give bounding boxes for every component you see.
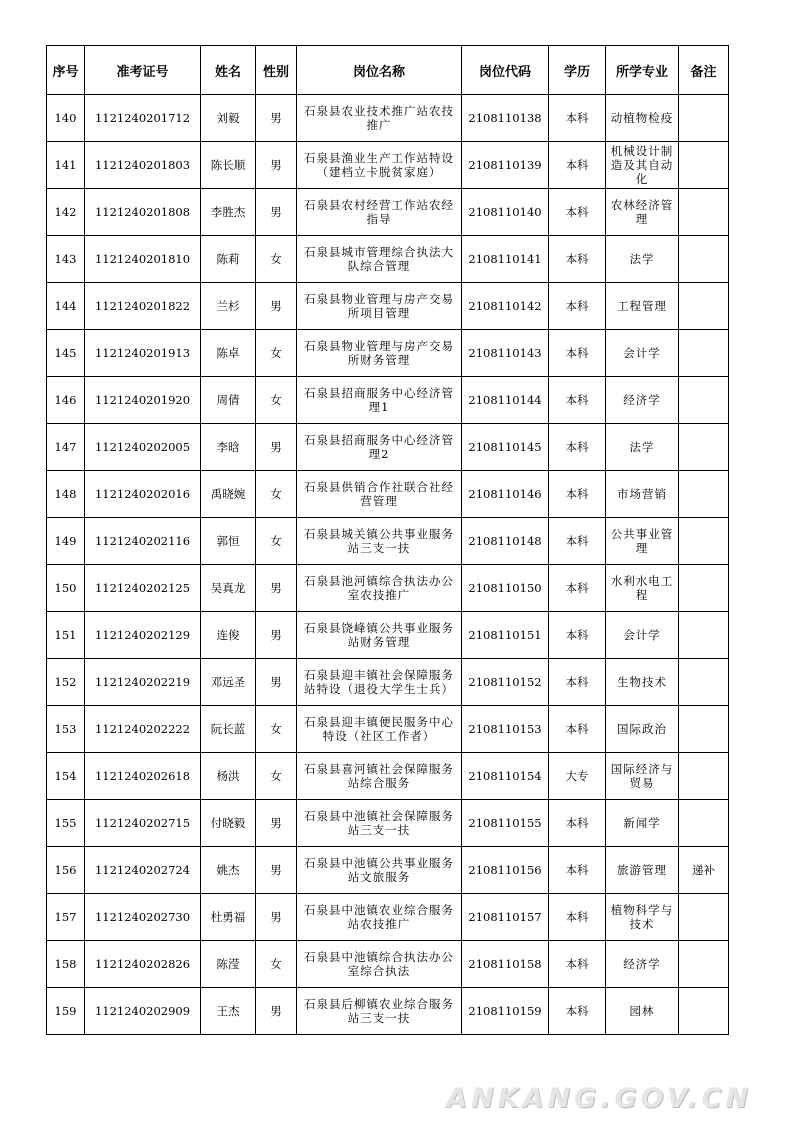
cell-major: 旅游管理 — [606, 847, 679, 894]
cell-name: 付晓毅 — [201, 800, 256, 847]
header-position-name: 岗位名称 — [297, 46, 462, 95]
cell-education: 本科 — [549, 518, 606, 565]
cell-gender: 男 — [256, 95, 297, 142]
cell-major: 经济学 — [606, 941, 679, 988]
cell-major: 公共事业管理 — [606, 518, 679, 565]
cell-ticket-number: 1121240202219 — [85, 659, 201, 706]
cell-education: 本科 — [549, 612, 606, 659]
cell-gender: 女 — [256, 753, 297, 800]
cell-ticket-number: 1121240202715 — [85, 800, 201, 847]
cell-major: 动植物检疫 — [606, 95, 679, 142]
cell-index: 149 — [47, 518, 85, 565]
cell-name: 姚杰 — [201, 847, 256, 894]
cell-name: 阮长蓝 — [201, 706, 256, 753]
cell-position-code: 2108110148 — [462, 518, 549, 565]
table-row — [47, 659, 729, 706]
cell-position-name: 石泉县城关镇公共事业服务站三支一扶 — [297, 518, 462, 565]
cell-gender: 男 — [256, 894, 297, 941]
cell-education: 大专 — [549, 753, 606, 800]
cell-gender: 男 — [256, 189, 297, 236]
cell-index: 156 — [47, 847, 85, 894]
cell-index: 141 — [47, 142, 85, 189]
cell-remarks — [679, 424, 729, 471]
cell-index: 157 — [47, 894, 85, 941]
cell-major: 法学 — [606, 424, 679, 471]
cell-remarks — [679, 988, 729, 1035]
cell-gender: 女 — [256, 941, 297, 988]
cell-ticket-number: 1121240202724 — [85, 847, 201, 894]
cell-index: 142 — [47, 189, 85, 236]
table-row — [47, 706, 729, 753]
cell-ticket-number: 1121240201803 — [85, 142, 201, 189]
table-row — [47, 236, 729, 283]
cell-ticket-number: 1121240201913 — [85, 330, 201, 377]
cell-major: 新闻学 — [606, 800, 679, 847]
cell-major: 机械设计制造及其自动化 — [606, 142, 679, 189]
cell-remarks — [679, 377, 729, 424]
cell-remarks — [679, 894, 729, 941]
cell-index: 155 — [47, 800, 85, 847]
cell-position-code: 2108110153 — [462, 706, 549, 753]
cell-index: 145 — [47, 330, 85, 377]
cell-position-name: 石泉县迎丰镇社会保障服务站特设（退役大学生士兵） — [297, 659, 462, 706]
cell-gender: 男 — [256, 659, 297, 706]
cell-position-code: 2108110139 — [462, 142, 549, 189]
cell-remarks — [679, 283, 729, 330]
cell-education: 本科 — [549, 800, 606, 847]
cell-position-name: 石泉县物业管理与房产交易所项目管理 — [297, 283, 462, 330]
cell-remarks — [679, 189, 729, 236]
cell-ticket-number: 1121240202222 — [85, 706, 201, 753]
cell-index: 159 — [47, 988, 85, 1035]
header-remarks: 备注 — [679, 46, 729, 95]
cell-gender: 女 — [256, 471, 297, 518]
cell-gender: 男 — [256, 565, 297, 612]
cell-remarks — [679, 659, 729, 706]
cell-gender: 男 — [256, 612, 297, 659]
cell-gender: 男 — [256, 847, 297, 894]
cell-education: 本科 — [549, 847, 606, 894]
cell-ticket-number: 1121240201712 — [85, 95, 201, 142]
cell-remarks — [679, 471, 729, 518]
cell-gender: 女 — [256, 377, 297, 424]
cell-ticket-number: 1121240201920 — [85, 377, 201, 424]
cell-index: 150 — [47, 565, 85, 612]
cell-position-code: 2108110158 — [462, 941, 549, 988]
cell-index: 148 — [47, 471, 85, 518]
table-row — [47, 612, 729, 659]
cell-name: 兰杉 — [201, 283, 256, 330]
cell-name: 吴真龙 — [201, 565, 256, 612]
cell-remarks — [679, 753, 729, 800]
cell-position-name: 石泉县招商服务中心经济管理1 — [297, 377, 462, 424]
cell-position-name: 石泉县农业技术推广站农技推广 — [297, 95, 462, 142]
cell-ticket-number: 1121240202016 — [85, 471, 201, 518]
cell-remarks — [679, 941, 729, 988]
site-watermark: ANKANG.GOV.CN — [446, 1083, 752, 1114]
cell-education: 本科 — [549, 95, 606, 142]
cell-position-name: 石泉县中池镇综合执法办公室综合执法 — [297, 941, 462, 988]
applicant-table — [46, 45, 729, 1035]
cell-name: 李胜杰 — [201, 189, 256, 236]
cell-education: 本科 — [549, 424, 606, 471]
cell-remarks — [679, 236, 729, 283]
cell-name: 杜勇福 — [201, 894, 256, 941]
cell-major: 会计学 — [606, 330, 679, 377]
cell-name: 连俊 — [201, 612, 256, 659]
cell-education: 本科 — [549, 565, 606, 612]
cell-ticket-number: 1121240202116 — [85, 518, 201, 565]
cell-gender: 男 — [256, 988, 297, 1035]
cell-remarks — [679, 95, 729, 142]
cell-position-code: 2108110155 — [462, 800, 549, 847]
cell-position-code: 2108110144 — [462, 377, 549, 424]
cell-index: 158 — [47, 941, 85, 988]
header-education: 学历 — [549, 46, 606, 95]
cell-position-code: 2108110146 — [462, 471, 549, 518]
cell-position-code: 2108110156 — [462, 847, 549, 894]
cell-gender: 女 — [256, 236, 297, 283]
cell-position-code: 2108110150 — [462, 565, 549, 612]
cell-ticket-number: 1121240202125 — [85, 565, 201, 612]
cell-education: 本科 — [549, 189, 606, 236]
cell-index: 144 — [47, 283, 85, 330]
cell-position-name: 石泉县中池镇农业综合服务站农技推广 — [297, 894, 462, 941]
cell-gender: 女 — [256, 330, 297, 377]
cell-index: 140 — [47, 95, 85, 142]
cell-education: 本科 — [549, 471, 606, 518]
table-row — [47, 988, 729, 1035]
cell-position-name: 石泉县中池镇公共事业服务站文旅服务 — [297, 847, 462, 894]
cell-education: 本科 — [549, 941, 606, 988]
table-row — [47, 424, 729, 471]
cell-position-name: 石泉县物业管理与房产交易所财务管理 — [297, 330, 462, 377]
cell-major: 国际政治 — [606, 706, 679, 753]
cell-ticket-number: 1121240202730 — [85, 894, 201, 941]
cell-remarks — [679, 330, 729, 377]
header-position-code: 岗位代码 — [462, 46, 549, 95]
table-row — [47, 753, 729, 800]
cell-position-name: 石泉县喜河镇社会保障服务站综合服务 — [297, 753, 462, 800]
cell-name: 邓远圣 — [201, 659, 256, 706]
cell-education: 本科 — [549, 283, 606, 330]
table-row — [47, 95, 729, 142]
cell-ticket-number: 1121240202129 — [85, 612, 201, 659]
cell-position-name: 石泉县招商服务中心经济管理2 — [297, 424, 462, 471]
table-row — [47, 330, 729, 377]
cell-ticket-number: 1121240201808 — [85, 189, 201, 236]
header-ticket-number: 准考证号 — [85, 46, 201, 95]
cell-name: 周倩 — [201, 377, 256, 424]
table-row — [47, 894, 729, 941]
table-row — [47, 142, 729, 189]
table-row — [47, 565, 729, 612]
cell-position-code: 2108110145 — [462, 424, 549, 471]
cell-position-code: 2108110140 — [462, 189, 549, 236]
cell-gender: 男 — [256, 283, 297, 330]
cell-name: 刘毅 — [201, 95, 256, 142]
cell-major: 工程管理 — [606, 283, 679, 330]
table-row — [47, 847, 729, 894]
cell-major: 法学 — [606, 236, 679, 283]
cell-gender: 男 — [256, 142, 297, 189]
cell-position-name: 石泉县中池镇社会保障服务站三支一扶 — [297, 800, 462, 847]
cell-education: 本科 — [549, 988, 606, 1035]
cell-major: 水利水电工程 — [606, 565, 679, 612]
cell-position-name: 石泉县城市管理综合执法大队综合管理 — [297, 236, 462, 283]
table-row — [47, 377, 729, 424]
cell-position-code: 2108110141 — [462, 236, 549, 283]
cell-gender: 男 — [256, 424, 297, 471]
header-row — [47, 46, 729, 95]
cell-ticket-number: 1121240201810 — [85, 236, 201, 283]
cell-education: 本科 — [549, 330, 606, 377]
cell-position-code: 2108110142 — [462, 283, 549, 330]
cell-index: 147 — [47, 424, 85, 471]
cell-index: 154 — [47, 753, 85, 800]
cell-index: 146 — [47, 377, 85, 424]
cell-name: 禹晓婉 — [201, 471, 256, 518]
cell-major: 植物科学与技术 — [606, 894, 679, 941]
header-index: 序号 — [47, 46, 85, 95]
cell-ticket-number: 1121240202826 — [85, 941, 201, 988]
cell-major: 国际经济与贸易 — [606, 753, 679, 800]
cell-gender: 女 — [256, 706, 297, 753]
cell-position-code: 2108110154 — [462, 753, 549, 800]
cell-position-code: 2108110138 — [462, 95, 549, 142]
cell-position-code: 2108110157 — [462, 894, 549, 941]
cell-education: 本科 — [549, 894, 606, 941]
cell-remarks — [679, 706, 729, 753]
cell-index: 152 — [47, 659, 85, 706]
cell-position-code: 2108110143 — [462, 330, 549, 377]
cell-education: 本科 — [549, 236, 606, 283]
cell-position-name: 石泉县饶峰镇公共事业服务站财务管理 — [297, 612, 462, 659]
cell-position-name: 石泉县农村经营工作站农经指导 — [297, 189, 462, 236]
header-name: 姓名 — [201, 46, 256, 95]
table-row — [47, 941, 729, 988]
header-gender: 性别 — [256, 46, 297, 95]
table-row — [47, 189, 729, 236]
cell-name: 王杰 — [201, 988, 256, 1035]
cell-index: 153 — [47, 706, 85, 753]
cell-ticket-number: 1121240202909 — [85, 988, 201, 1035]
cell-name: 陈莉 — [201, 236, 256, 283]
cell-name: 杨洪 — [201, 753, 256, 800]
cell-position-name: 石泉县渔业生产工作站特设（建档立卡脱贫家庭） — [297, 142, 462, 189]
table-row — [47, 471, 729, 518]
cell-major: 经济学 — [606, 377, 679, 424]
cell-gender: 女 — [256, 518, 297, 565]
cell-position-name: 石泉县迎丰镇便民服务中心特设（社区工作者） — [297, 706, 462, 753]
cell-name: 陈卓 — [201, 330, 256, 377]
cell-ticket-number: 1121240201822 — [85, 283, 201, 330]
cell-education: 本科 — [549, 659, 606, 706]
cell-position-name: 石泉县池河镇综合执法办公室农技推广 — [297, 565, 462, 612]
cell-remarks — [679, 142, 729, 189]
cell-position-code: 2108110152 — [462, 659, 549, 706]
table-row — [47, 283, 729, 330]
cell-remarks: 递补 — [679, 847, 729, 894]
cell-position-code: 2108110159 — [462, 988, 549, 1035]
cell-remarks — [679, 565, 729, 612]
cell-name: 郭恒 — [201, 518, 256, 565]
cell-remarks — [679, 518, 729, 565]
cell-remarks — [679, 612, 729, 659]
cell-position-name: 石泉县后柳镇农业综合服务站三支一扶 — [297, 988, 462, 1035]
cell-index: 143 — [47, 236, 85, 283]
cell-name: 陈滢 — [201, 941, 256, 988]
cell-remarks — [679, 800, 729, 847]
cell-education: 本科 — [549, 706, 606, 753]
cell-name: 李晗 — [201, 424, 256, 471]
cell-major: 市场营销 — [606, 471, 679, 518]
cell-name: 陈长顺 — [201, 142, 256, 189]
table-row — [47, 518, 729, 565]
cell-ticket-number: 1121240202005 — [85, 424, 201, 471]
cell-gender: 男 — [256, 800, 297, 847]
table-row — [47, 800, 729, 847]
cell-index: 151 — [47, 612, 85, 659]
cell-position-name: 石泉县供销合作社联合社经营管理 — [297, 471, 462, 518]
cell-education: 本科 — [549, 142, 606, 189]
cell-education: 本科 — [549, 377, 606, 424]
cell-major: 会计学 — [606, 612, 679, 659]
cell-major: 农林经济管理 — [606, 189, 679, 236]
cell-position-code: 2108110151 — [462, 612, 549, 659]
header-major: 所学专业 — [606, 46, 679, 95]
cell-ticket-number: 1121240202618 — [85, 753, 201, 800]
cell-major: 生物技术 — [606, 659, 679, 706]
cell-major: 园林 — [606, 988, 679, 1035]
